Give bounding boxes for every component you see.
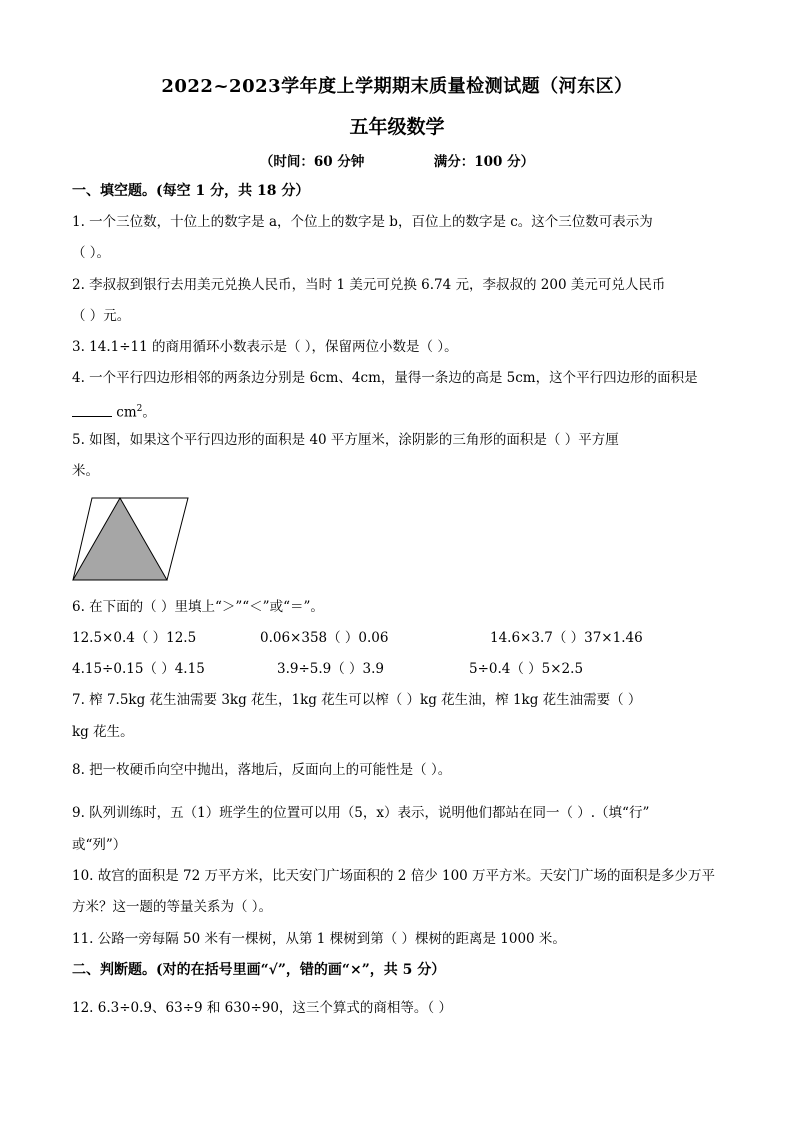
section2-heading: 二、判断题。(对的在括号里画“√”，错的画“×”，共 5 分）	[72, 962, 446, 978]
compare-item: 12.5×0.4（ ）12.5	[72, 630, 197, 646]
question-9-line-1: 9. 队列训练时，五（1）班学生的位置可以用（5，x）表示，说明他们都站在同一（ ）.（填“行”	[72, 805, 650, 821]
question-2-line-1: 2. 李叔叔到银行去用美元兑换人民币，当时 1 美元可兑换 6.74 元，李叔叔的 200 美元可兑人民币	[72, 277, 666, 293]
compare-item: 0.06×358（ ）0.06	[260, 630, 389, 646]
question-4-line-2	[72, 399, 156, 423]
compare-item: 4.15÷0.15（ ）4.15	[72, 661, 205, 677]
question-10-line-2: 方米？这一题的等量关系为（ ）。	[72, 899, 273, 915]
question-11: 11. 公路一旁每隔 50 米有一棵树，从第 1 棵树到第（ ）棵树的距离是 1000 米。	[72, 931, 566, 947]
compare-item: 3.9÷5.9（ ）3.9	[277, 661, 385, 677]
question-4-end: 。	[142, 404, 156, 421]
answer-blank[interactable]	[72, 402, 112, 417]
exam-score: 满分：100 分）	[433, 154, 535, 170]
question-8: 8. 把一枚硬币向空中抛出，落地后，反面向上的可能性是（ ）。	[72, 762, 452, 778]
question-4-unit: cm	[116, 404, 137, 421]
question-7-line-2: kg 花生。	[72, 724, 134, 740]
exam-meta	[0, 150, 794, 170]
question-1-line-1: 1. 一个三位数，十位上的数字是 a，个位上的数字是 b，百位上的数字是 c。这个三位数可表示为	[72, 214, 653, 230]
question-4-line-1: 4. 一个平行四边形相邻的两条边分别是 6cm、4cm，量得一条边的高是 5cm，这个平行四边形的面积是	[72, 370, 698, 386]
exam-time: （时间：60 分钟	[259, 154, 365, 170]
question-6: 6. 在下面的（ ）里填上“＞”“＜”或“＝”。	[72, 599, 324, 615]
compare-item: 5÷0.4（ ）5×2.5	[469, 661, 584, 677]
section1-heading: 一、填空题。(每空 1 分，共 18 分）	[72, 183, 310, 199]
question-9-line-2: 或“列”）	[72, 837, 127, 853]
parallelogram-figure	[70, 495, 192, 583]
question-10-line-1: 10. 故宫的面积是 72 万平方米，比天安门广场面积的 2 倍少 100 万平方米。天安门广场的面积是多少万平	[72, 868, 716, 884]
exam-subject: 五年级数学	[349, 116, 445, 138]
question-3: 3. 14.1÷11 的商用循环小数表示是（ ），保留两位小数是（ ）。	[72, 339, 458, 355]
question-2-line-2: （ ）元。	[72, 308, 131, 324]
question-7-line-1: 7. 榨 7.5kg 花生油需要 3kg 花生，1kg 花生可以榨（ ）kg 花生油，榨 1kg 花生油需要（ ）	[72, 692, 642, 708]
question-4-superscript: 2	[136, 404, 143, 414]
compare-item: 14.6×3.7（ ）37×1.46	[490, 630, 643, 646]
question-5-line-1: 5. 如图，如果这个平行四边形的面积是 40 平方厘米，涂阴影的三角形的面积是（ ）平方厘	[72, 432, 619, 448]
shaded-triangle	[73, 498, 167, 580]
question-12: 12. 6.3÷0.9、63÷9 和 630÷90，这三个算式的商相等。（ ）	[72, 1000, 452, 1016]
question-1-line-2: （ ）。	[72, 245, 111, 261]
question-5-line-2: 米。	[72, 463, 99, 479]
exam-title: 2022~2023学年度上学期期末质量检测试题（河东区）	[161, 76, 633, 97]
